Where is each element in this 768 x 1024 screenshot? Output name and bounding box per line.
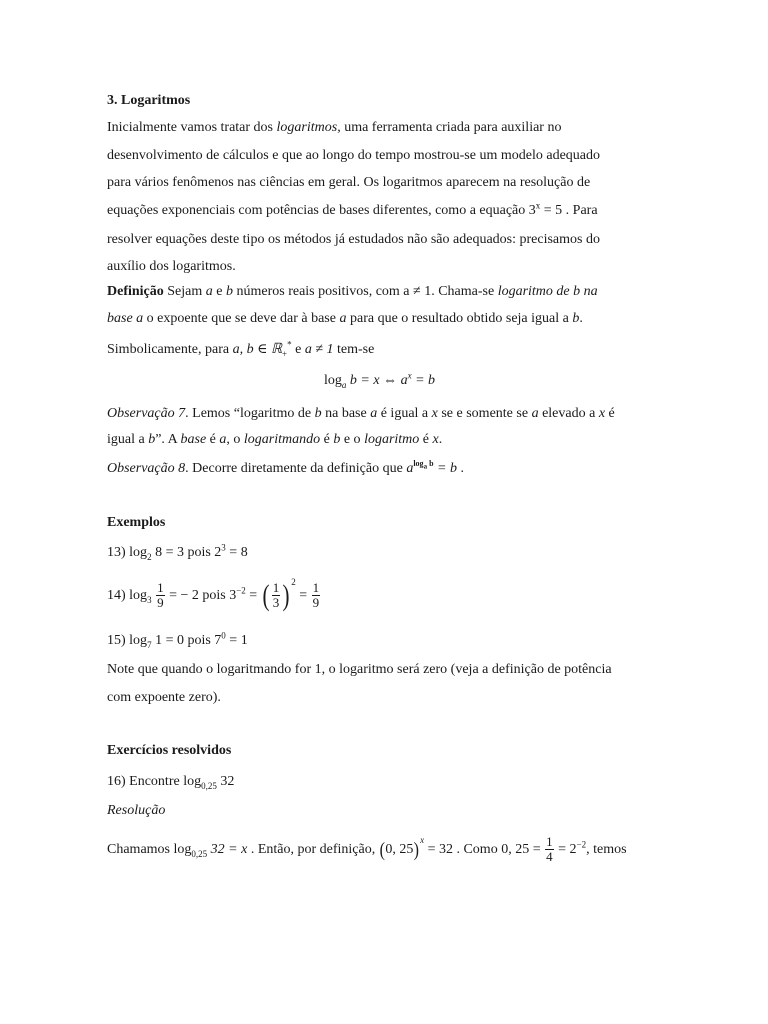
fraction-1-9-result: $\frac{1}{9}$ [312,580,320,611]
obs8-equation: $a^{log_a b} = b$ [406,459,457,476]
definition-line-1: Definição Sejam a e b números reais positivos, com a ≠ 1. Chama-se logaritmo de b na [107,284,598,299]
examples-note-2: com expoente zero). [107,690,221,705]
examples-note-1: Note que quando o logaritmando for 1, o logaritmo será zero (veja a definição de potência [107,662,612,677]
example-15: 15) $\log_7 1 = 0$ pois $7^0 = 1$ [107,630,248,650]
section-title: 3. Logaritmos [107,93,191,108]
fraction-1-4: $\frac{1}{4}$ [546,834,553,865]
equation-3x-5: $3^x = 5$ [528,200,563,218]
intro-line-3: para vários fenômenos nas ciências em geral. Os logaritmos aparecem na resolução de [107,175,591,190]
resolucao-label: Resolução [107,803,166,818]
obs8-line: Observação 8. Decorre diretamente da definição que $a^{log_a b} = b$ . [107,459,464,476]
definition-line-3: Simbolicamente, para a, b ∈ ℝ$_+$* e a ≠ 1 tem-se [107,339,375,359]
intro-line-6: auxílio dos logaritmos. [107,259,236,274]
intro-line-4: equações exponenciais com potências de bases diferentes, como a equação $3^x = 5$ . Para [107,200,598,218]
resolution-line-1: Chamamos $\log_{0,25} 32 = x$ . Então, por definição, (0, 25)$^x$ = 32 . Como 0, 25 = $\frac{1}{4}$ = $2^{-2}$, temos [107,834,627,865]
left-paren: ( [262,578,270,612]
exercise-16: 16) Encontre $\log_{0,25} 32$ [107,774,235,791]
fraction-1-3: $\frac{1}{3}$ [272,580,280,611]
intro-line-1: Inicialmente vamos tratar dos logaritmos, uma ferramenta criada para auxiliar no [107,120,562,135]
solved-title: Exercícios resolvidos [107,743,232,758]
intro-line-2: desenvolvimento de cálculos e que ao longo do tempo mostrou-se um modelo adequado [107,148,600,163]
intro-line-5: resolver equações deste tipo os métodos já estudados não são adequados: precisamos do [107,232,600,247]
fraction-1-9: $\frac{1}{9}$ [157,580,164,611]
example-14: 14) $\log_3$ $\frac{1}{9}$ = − 2 pois $3^{-2}$ = ( $\frac{1}{3}$ ) $^2$ = $\frac{1}{9}$ [107,577,320,612]
definition-line-2: base a o expoente que se deve dar à base a para que o resultado obtido seja igual a b. [107,311,583,326]
example-13: 13) $\log_2 8 = 3$ pois $2^3 = 8$ [107,542,248,562]
obs7-line-1: Observação 7. Lemos “logaritmo de b na base a é igual a x se e somente se a elevado a x é [107,406,615,421]
examples-title: Exemplos [107,515,166,530]
definition-formula: $\log_a b = x$ ⇔ $a^x = b$ [324,370,436,390]
right-paren: ) [282,578,290,612]
obs7-line-2: igual a b”. A base é a, o logaritmando é b e o logaritmo é x. [107,432,443,447]
